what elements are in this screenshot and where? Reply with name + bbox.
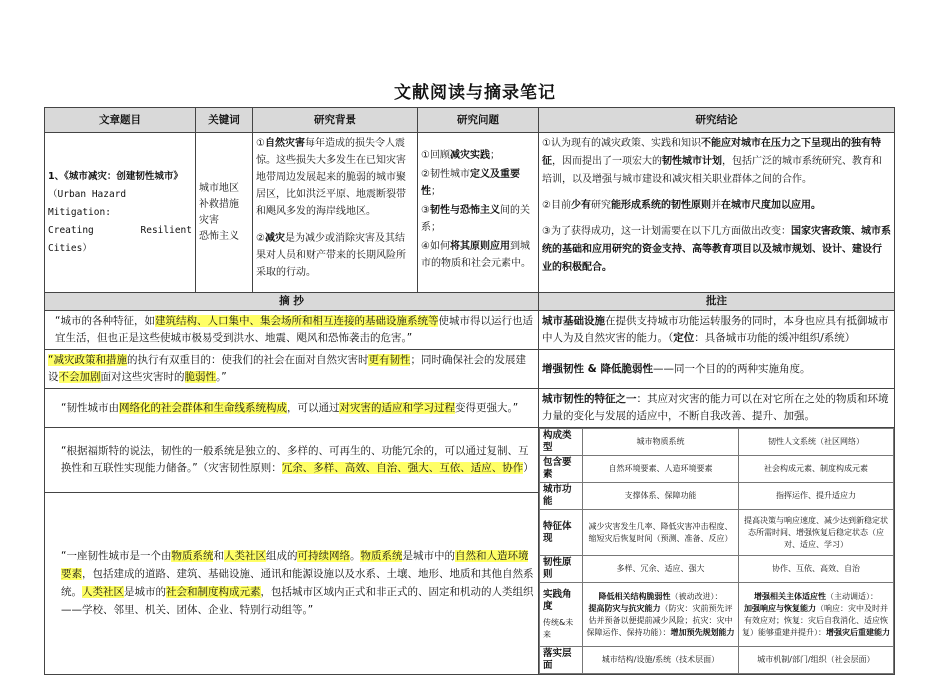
conclusion-1: ①认为现有的减灾政策、实践和知识不能应对城市在压力之下呈现出的独有特征，因而提出了一项宏大的韧性城市计划，包括广泛的城市系统研究、教育和培训，以及增强与城市建设和减灾相关职业群体之间的合作。	[542, 138, 882, 185]
header-conclusion: 研究结论	[539, 108, 895, 133]
document-title: 文献阅读与摘录笔记	[394, 83, 556, 103]
compare-left: 城市结构/设施/系统（技术层面）	[583, 647, 739, 674]
compare-left: 自然环境要素、人造环境要素	[583, 456, 739, 483]
compare-label: 实践角度 传统&未来	[540, 583, 583, 647]
compare-table-cell	[539, 428, 895, 675]
article-title-en-1: （Urban Hazard Mitigation:	[48, 188, 127, 218]
excerpt-band: 摘 抄	[45, 293, 539, 311]
question-3: ③韧性与恐怖主义间的关系；	[421, 205, 530, 233]
annotation-3: 城市韧性的特征之一：其应对灾害的能力可以在对它所在之处的物质和环境力量的变化与发展的适应中，不断自我改善、提升、加强。	[539, 389, 895, 428]
header-keywords: 关键词	[196, 108, 253, 133]
keyword: 城市地区	[199, 182, 239, 194]
keywords-cell	[196, 133, 253, 293]
question-2: ②韧性城市定义及重要性；	[421, 169, 520, 197]
article-title-cn: 1、《城市减灾：创建韧性城市》	[48, 170, 183, 182]
compare-left: 城市物质系统	[583, 429, 739, 456]
compare-label: 构成类型	[540, 429, 583, 456]
question-4: ④如何将其原则应用到城市的物质和社会元素中。	[421, 241, 531, 269]
article-title-en-3: Cities）	[48, 242, 92, 254]
article-title-en-2: Creating Resilient	[48, 224, 192, 236]
compare-right: 城市机制/部门/组织（社会层面）	[739, 647, 894, 674]
background-cell	[253, 133, 418, 293]
background-point-2: ②减灾是为减少或消除灾害及其结果对人员和财产带来的长期风险所采取的行动。	[256, 233, 406, 278]
annotation-1: 城市基础设施在提供支持城市功能运转服务的同时，本身也应具有抵御城市中人为及自然灾害的能力。（定位：具备城市功能的缓冲组织/系统）	[539, 311, 895, 350]
header-background: 研究背景	[253, 108, 418, 133]
keyword: 补救措施	[199, 198, 239, 210]
compare-label: 特征体现	[540, 510, 583, 556]
compare-label: 城市功能	[540, 483, 583, 510]
notes-table	[44, 107, 895, 675]
compare-left: 降低相关结构脆弱性（被动改进）： 提高防灾与抗灾能力（防灾：灾前预先评估并预备以便提前减少风险；抗灾：灾中保障运作、保持功能）：增加预先规划能力	[583, 583, 739, 647]
annotation-band: 批注	[539, 293, 895, 311]
conclusion-2: ②目前少有研究能形成系统的韧性原则并在城市尺度加以应用。	[542, 200, 821, 211]
compare-label: 包含要素	[540, 456, 583, 483]
compare-label: 落实层面	[540, 647, 583, 674]
keyword: 灾害	[199, 214, 219, 226]
keyword: 恐怖主义	[199, 230, 239, 242]
compare-left: 支撑体系、保障功能	[583, 483, 739, 510]
excerpt-1: “城市的各种特征，如建筑结构、人口集中、集会场所和相互连接的基础设施系统等使城市得以运行也适宜生活，但也正是这些使城市极易受到洪水、地震、飓风和恐怖袭击的危害。”	[45, 311, 539, 350]
annotation-2: 增强韧性 & 降低脆弱性——同一个目的的两种实施角度。	[539, 350, 895, 389]
excerpt-4: “根据福斯特的说法，韧性的一般系统是独立的、多样的、可再生的、功能冗余的，可以通过复制、互换性和互联性实现能力储备。”（灾害韧性原则：冗余、多样、高效、自治、强大、互依、适应、协作）	[45, 428, 539, 493]
compare-right: 增强相关主体适应性（主动调适）： 加强响应与恢复能力（响应：灾中及时并有效应对；恢复：灾后自我消化、适应恢复）能够重建并提升）：增强灾后重建能力	[739, 583, 894, 647]
excerpt-5: “一座韧性城市是一个由物质系统和人类社区组成的可持续网络。物质系统是城市中的自然和人造环境要素，包括建成的道路、建筑、基础设施、通讯和能源设施以及水系、土壤、地形、地质和其他自然系统。人类社区是城市的社会和制度构成元素，包括城市区域内正式和非正式的、固定和机动的人类组织——学校、邻里、机关、团体、企业、特别行动组等。”	[45, 492, 539, 674]
question-1: ①回顾减灾实践；	[421, 150, 500, 161]
compare-label: 韧性原则	[540, 556, 583, 583]
compare-left: 减少灾害发生几率、降低灾害冲击程度、缩短灾后恢复时间（预测、准备、反应）	[583, 510, 739, 556]
compare-table	[539, 428, 894, 674]
compare-right: 韧性人文系统（社区网络）	[739, 429, 894, 456]
compare-left: 多样、冗余、适应、强大	[583, 556, 739, 583]
excerpt-2: “减灾政策和措施的执行有双重目的：使我们的社会在面对自然灾害时更有韧性；同时确保社会的发展建设不会加剧面对这些灾害时的脆弱性。”	[45, 350, 539, 389]
excerpt-3: “韧性城市由网络化的社会群体和生命线系统构成，可以通过对灾害的适应和学习过程变得更强大。”	[45, 389, 539, 428]
header-article: 文章题目	[45, 108, 196, 133]
question-cell	[418, 133, 539, 293]
conclusion-cell	[539, 133, 895, 293]
compare-right: 指挥运作、提升适应力	[739, 483, 894, 510]
compare-right: 社会构成元素、制度构成元素	[739, 456, 894, 483]
article-title-cell	[45, 133, 196, 293]
header-question: 研究问题	[418, 108, 539, 133]
conclusion-3: ③为了获得成功，这一计划需要在以下几方面做出改变：国家灾害政策、城市系统的基础和应用研究的资金支持、高等教育项目以及城市规划、设计、建设行业的积极配合。	[542, 226, 891, 273]
compare-right: 提高决策与响应速度、减少达到新稳定状态所需时间、增强恢复后稳定状态（应对、适应、学习）	[739, 510, 894, 556]
background-point-1: ①自然灾害每年造成的损失令人震惊。这些损失大多发生在已知灾害地带周边发展起来的脆弱的城市聚居区，比如洪泛平原、地震断裂带和飓风多发的海岸线地区。	[256, 138, 406, 217]
compare-right: 协作、互依、高效、自治	[739, 556, 894, 583]
